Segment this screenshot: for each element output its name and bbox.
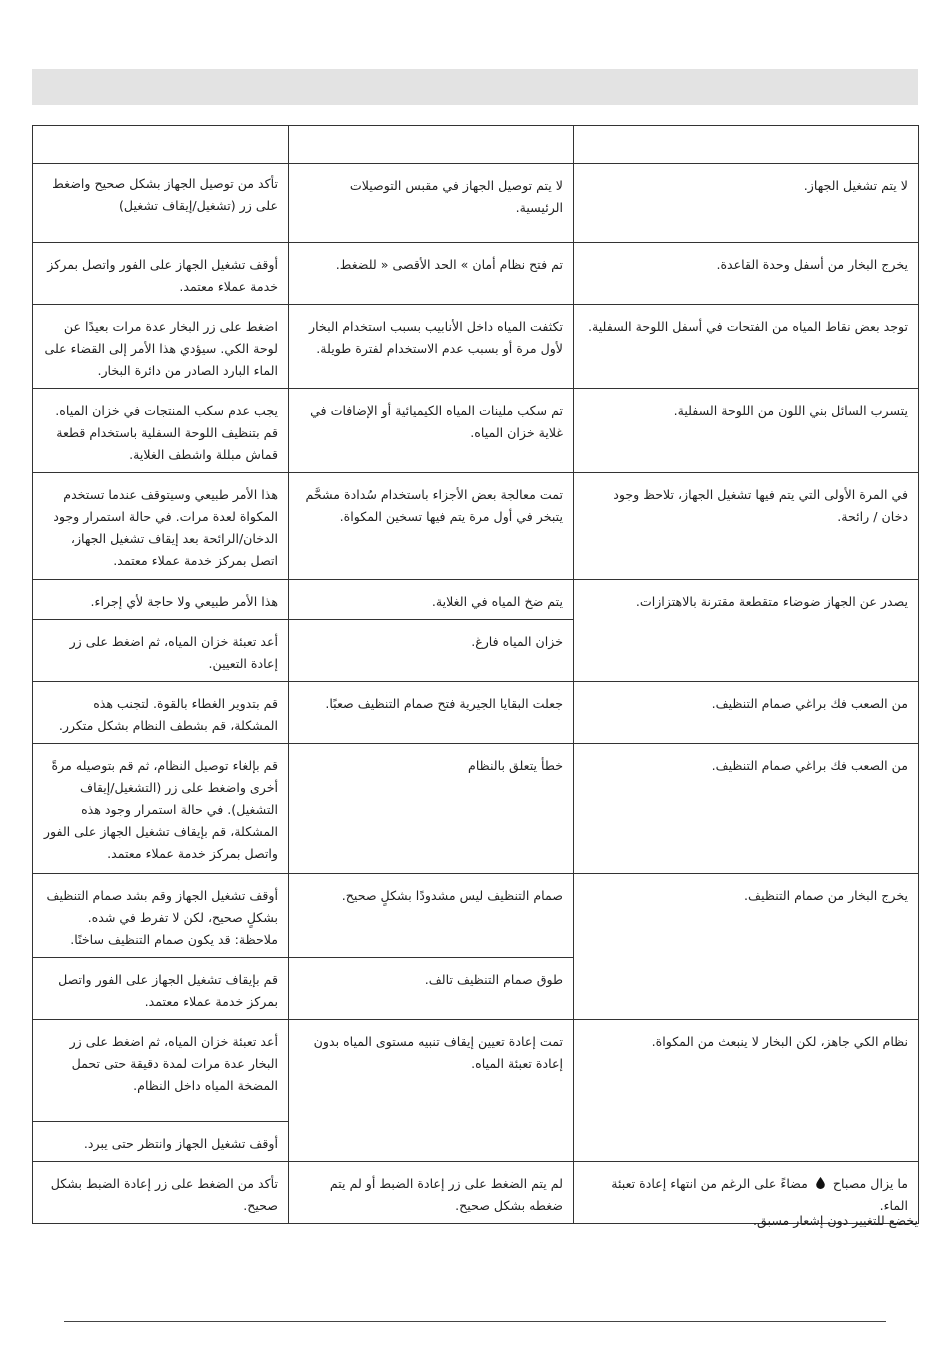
cause-cell: لم يتم الضغط على زر إعادة الضبط أو لم يتم ضغطه بشكل صحيح.: [289, 1162, 574, 1224]
section-header-bar: [32, 69, 918, 105]
cause-cell: تكثفت المياه داخل الأنابيب بسبب استخدام البخار لأول مرة أو بسبب عدم الاستخدام لفترة طويلة.: [289, 305, 574, 389]
solution-cell: أعد تعبئة خزان المياه، ثم اضغط على زر البخار عدة مرات لمدة دقيقة حتى تحمل المضخة المياه داخل النظام.: [33, 1020, 289, 1122]
solution-cell: اضغط على زر البخار عدة مرات بعيدًا عن لوحة الكي. سيؤدي هذا الأمر إلى القضاء على الماء البارد الصادر من دائرة البخار.: [33, 305, 289, 389]
cause-cell: جعلت البقايا الجيرية فتح صمام التنظيف صعبًا.: [289, 682, 574, 744]
solution-cell: أوقف تشغيل الجهاز على الفور واتصل بمركز خدمة عملاء معتمد.: [33, 243, 289, 305]
cause-cell: تمت معالجة بعض الأجزاء باستخدام سُدادة مشحَّم يتبخر في أول مرة يتم فيها تسخين المكواة.: [289, 473, 574, 580]
table-row: [33, 744, 919, 874]
problem-cell: توجد بعض نقاط المياه من الفتحات في أسفل اللوحة السفلية.: [574, 305, 919, 389]
table-row: [33, 305, 919, 389]
solution-cell: يجب عدم سكب المنتجات في خزان المياه. قم بتنظيف اللوحة السفلية باستخدام قطعة قماش مبللة واشطف الغلاية.: [33, 389, 289, 473]
cause-cell: خطأ يتعلق بالنظام: [289, 744, 574, 874]
problem-text-after: مضاءً على الرغم من انتهاء إعادة تعبئة الماء.: [611, 1176, 908, 1213]
cause-cell: تم فتح نظام أمان » الحد الأقصى « للضغط.: [289, 243, 574, 305]
solution-cell: أعد تعبئة خزان المياه، ثم اضغط على زر إعادة التعيين.: [33, 620, 289, 682]
header-solution: [33, 126, 289, 164]
solution-cell: تأكد من الضغط على زر إعادة الضبط بشكل صحيح.: [33, 1162, 289, 1224]
table-row: [33, 164, 919, 243]
table-row: [33, 243, 919, 305]
solution-cell: تأكد من توصيل الجهاز بشكل صحيح واضغط على زر (تشغيل/إيقاف تشغيل): [33, 164, 289, 243]
cause-cell: طوق صمام التنظيف تالف.: [289, 958, 574, 1020]
solution-cell: قم بإيقاف تشغيل الجهاز على الفور واتصل بمركز خدمة عملاء معتمد.: [33, 958, 289, 1020]
problem-cell: يتسرب السائل بني اللون من اللوحة السفلية.: [574, 389, 919, 473]
problem-cell: يخرج البخار من صمام التنظيف.: [574, 874, 919, 1020]
problem-cell: نظام الكي جاهز، لكن البخار لا ينبعث من المكواة.: [574, 1020, 919, 1162]
table-row: [33, 682, 919, 744]
solution-cell: هذا الأمر طبيعي وسيتوقف عندما تستخدم المكواة لعدة مرات. في حالة استمرار وجود الدخان/الرائحة بعد إيقاف تشغيل الجهاز، اتصل بمركز خدمة عملاء معتمد.: [33, 473, 289, 580]
problem-text-before: ما يزال مصباح: [832, 1176, 908, 1191]
table-row: [33, 389, 919, 473]
problem-cell: يصدر عن الجهاز ضوضاء متقطعة مقترنة بالاهتزازات.: [574, 580, 919, 682]
header-problem: [574, 126, 919, 164]
solution-cell: أوقف تشغيل الجهاز وقم بشد صمام التنظيف بشكلٍ صحيح، لكن لا تفرط في شده. ملاحظة: قد يكون صمام التنظيف ساخنًا.: [33, 874, 289, 958]
header-cause: [289, 126, 574, 164]
table-row: [33, 874, 919, 958]
problem-cell: لا يتم تشغيل الجهاز.: [574, 164, 919, 243]
solution-cell: قم بإلغاء توصيل النظام، ثم قم بتوصيله مرةً أخرى واضغط على زر (التشغيل/إيقاف التشغيل). في حالة استمرار وجود هذه المشكلة، قم بإيقاف تشغيل الجهاز على الفور واتصل بمركز خدمة عملاء معتمد.: [33, 744, 289, 874]
footer-note: يخضع للتغيير دون إشعار مسبق.: [753, 1213, 918, 1228]
water-drop-icon: [816, 1177, 825, 1189]
cause-cell: صمام التنظيف ليس مشدودًا بشكلٍ صحيح.: [289, 874, 574, 958]
cause-cell: يتم ضخ المياه في الغلاية.: [289, 580, 574, 620]
solution-cell: هذا الأمر طبيعي ولا حاجة لأي إجراء.: [33, 580, 289, 620]
table-row: [33, 1020, 919, 1122]
problem-cell: من الصعب فك براغي صمام التنظيف.: [574, 682, 919, 744]
cause-cell: تم سكب ملينات المياه الكيميائية أو الإضافات في غلاية خزان المياه.: [289, 389, 574, 473]
table-row: [33, 473, 919, 580]
solution-cell: أوقف تشغيل الجهاز وانتظر حتى يبرد.: [33, 1122, 289, 1162]
table-header-row: [33, 126, 919, 164]
cause-cell: لا يتم توصيل الجهاز في مقبس التوصيلات الرئيسية.: [289, 164, 574, 243]
solution-cell: قم بتدوير الغطاء بالقوة. لتجنب هذه المشكلة، قم بشطف النظام بشكل متكرر.: [33, 682, 289, 744]
problem-cell: يخرج البخار من أسفل وحدة القاعدة.: [574, 243, 919, 305]
problem-cell: في المرة الأولى التي يتم فيها تشغيل الجهاز، تلاحظ وجود دخان / رائحة.: [574, 473, 919, 580]
cause-cell: تمت إعادة تعيين إيقاف تنبيه مستوى المياه بدون إعادة تعبئة المياه.: [289, 1020, 574, 1162]
troubleshooting-table: [32, 125, 919, 1224]
problem-cell: من الصعب فك براغي صمام التنظيف.: [574, 744, 919, 874]
bottom-rule: [64, 1321, 886, 1322]
table-row: [33, 580, 919, 620]
cause-cell: خزان المياه فارغ.: [289, 620, 574, 682]
